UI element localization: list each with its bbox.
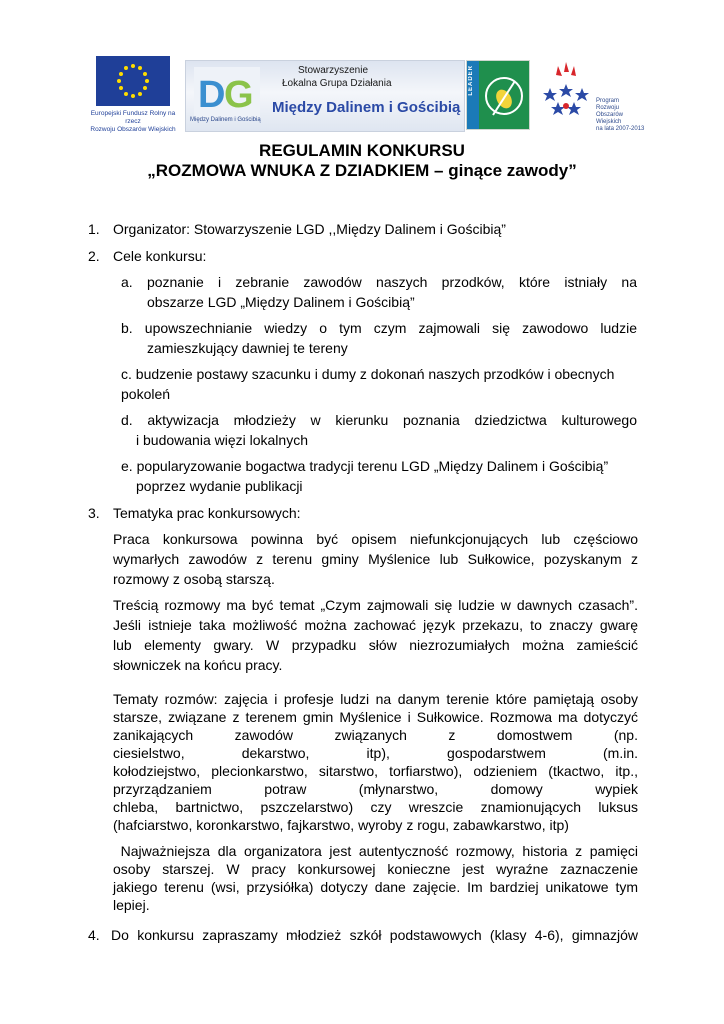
para3-line8: (hafciarstwo, koronkarstwo, fajkarstwo, wyroby z rogu, zabawkarstwo, itp) (113, 817, 569, 833)
leader-leaf-icon (483, 71, 525, 121)
svg-text:D: D (198, 74, 226, 116)
item-number-1: 1. (88, 221, 100, 237)
item-number-4: 4. (88, 927, 100, 943)
para3-line5: kołodziejstwo, plecionkarstwo, sitarstwo, torfiarstwo), odzieniem (tkactwo, itp., (113, 763, 638, 779)
goal-b-line1: b. upowszechnianie wiedzy o tym czym zajmowali się zawodowo ludzie (121, 320, 637, 336)
svg-text:G: G (224, 74, 254, 116)
prow-stars-icon (536, 60, 596, 126)
lgd-name: Między Dalinem i Gościbią (272, 99, 461, 116)
para4-line1: Najważniejsza dla organizatora jest autentyczność rozmowy, historia z pamięci (113, 843, 638, 859)
goal-b-line2: zamieszkujący dawniej te tereny (147, 340, 348, 356)
prow-caption: Program Rozwoju Obszarów Wiejskich na lata 2007-2013 (596, 98, 645, 132)
eu-logo (88, 56, 178, 134)
para3-line3: zanikających zawodów związanych z domostwem (np. (113, 727, 638, 743)
para4-line4: lepiej. (113, 897, 150, 913)
goal-e-line2: poprzez wydanie publikacji (136, 478, 303, 494)
para3-line4: ciesielstwo, dekarstwo, itp), gospodarstwem (m.in. (113, 745, 638, 761)
para4-line2: osoby starszej. W pracy konkursowej konieczne jest wyraźne zaznaczenie (113, 861, 638, 877)
para1-line1: Praca konkursowa powinna być opisem niefunkcjonujących lub częściowo (113, 531, 638, 547)
goal-e-line1: e. popularyzowanie bogactwa tradycji terenu LGD „Między Dalinem i Gościbią” (121, 458, 609, 474)
eu-caption: Europejski Fundusz Rolny na rzecz Rozwoju Obszarów Wiejskich (90, 110, 176, 133)
item-organizer: Organizator: Stowarzyszenie LGD ,,Między Dalinem i Gościbią” (113, 221, 506, 237)
dg-caption: Między Dalinem i Gościbią (190, 117, 261, 123)
goal-a-line2: obszarze LGD „Między Dalinem i Gościbią” (147, 294, 415, 310)
para4-line3: jakiego terenu (wsi, przysiółka) dotyczy dane zajęcie. Im bardziej unikatowe tym (113, 879, 638, 895)
item-goals-heading: Cele konkursu: (113, 248, 207, 264)
goal-c-line2: pokoleń (121, 386, 171, 402)
para1-line2: wymarłych zawodów z terenu gminy Myślenice lub Sułkowice, pozyskanym z (113, 551, 638, 567)
goal-c-line1: c. budzenie postawy szacunku i dumy z dokonań naszych przodków i obecnych (121, 366, 615, 382)
para3-line6: przyrządzaniem potraw (młynarstwo, domowy wypiek (113, 781, 638, 797)
para3-line1: Tematy rozmów: zajęcia i profesje ludzi na danym terenie które pamiętają osoby (113, 691, 638, 707)
eu-flag-icon (96, 56, 170, 106)
para2-line3: lub elementy gwary. W przypadku słów niezrozumiałych można zamieścić (113, 637, 638, 653)
item-number-3: 3. (88, 505, 100, 521)
para2-line2: Jeśli istnieje taka możliwość można zachować język przekazu, to znaczy gwarę (113, 617, 638, 633)
goal-d-line2: i budowania więzi lokalnych (136, 432, 308, 448)
goal-d-line1: d. aktywizacja młodzieży w kierunku poznania dziedzictwa kulturowego (121, 412, 637, 428)
lgd-line2: Łokalna Grupa Działania (282, 78, 392, 89)
para3-line7: chleba, bartnictwo, pszczelarstwo) czy wreszcie znamionujących luksus (113, 799, 638, 815)
goal-a-line1: a. poznanie i zebranie zawodów naszych przodków, które istniały na (121, 274, 637, 290)
prow-logo (536, 58, 645, 132)
leader-text: LEADER (468, 65, 474, 96)
leader-logo (466, 60, 530, 130)
para1-line3: rozmowy z osobą starszą. (113, 571, 275, 587)
item-invitation: Do konkursu zapraszamy młodzież szkół podstawowych (klasy 4-6), gimnazjów (111, 927, 638, 943)
para2-line4: słowniczek na końcu pracy. (113, 657, 283, 673)
document-subtitle: „ROZMOWA WNUKA Z DZIADKIEM – ginące zawody” (147, 161, 577, 180)
logo-strip (0, 0, 724, 140)
dg-logo-icon (194, 67, 260, 117)
para3-line2: starsze, związane z terenem gmin Myślenice i Sułkowice. Rozmowa ma dotyczyć (113, 709, 638, 725)
item-number-2: 2. (88, 248, 100, 264)
item-topics-heading: Tematyka prac konkursowych: (113, 505, 301, 521)
lgd-line1: Stowarzyszenie (298, 65, 369, 76)
lgd-banner (185, 60, 465, 132)
document-title: REGULAMIN KONKURSU (259, 141, 465, 160)
para2-line1: Treścią rozmowy ma być temat „Czym zajmowali się ludzie w dawnych czasach”. (113, 597, 638, 613)
